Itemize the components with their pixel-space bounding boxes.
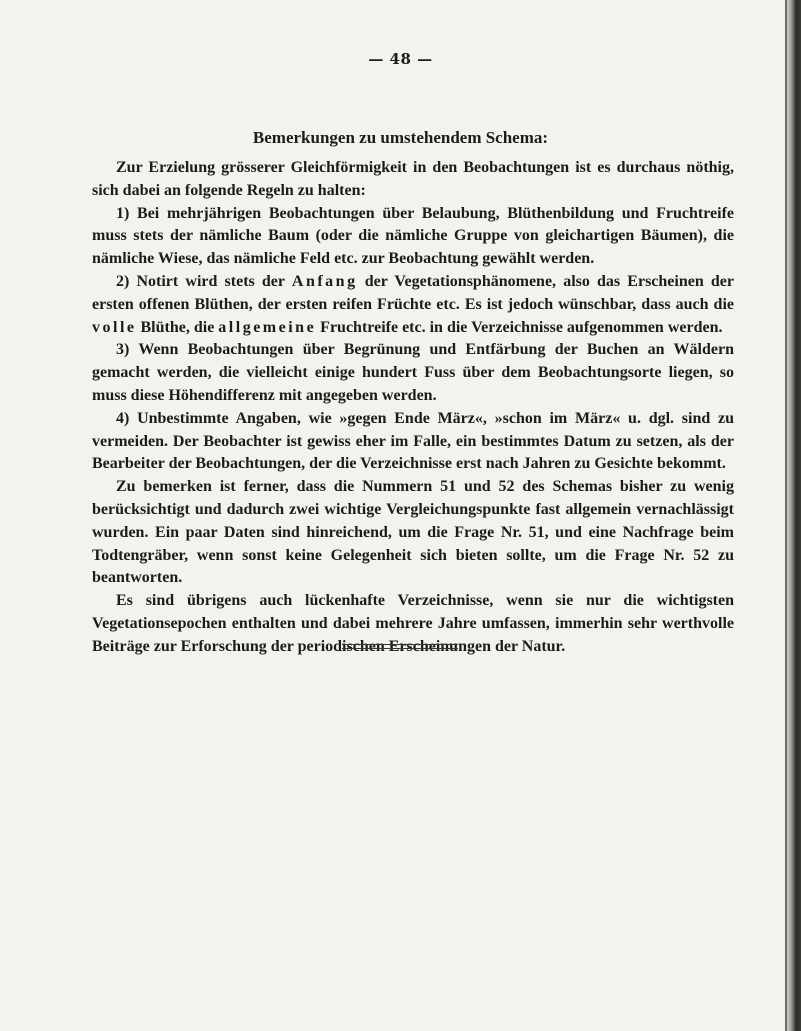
body-text (92, 157, 734, 659)
paragraph-rule-3: 3) Wenn Beobachtungen über Begrünung und Entfärbung der Buchen an Wäldern gemacht werden, die vielleicht einige hundert Fuss über dem Beobachtungsorte liegen, so muss diese Höhendifferenz mit angegeben werden. (92, 341, 734, 404)
emphasis-volle: volle (92, 318, 137, 336)
page-edge-line (785, 0, 787, 1031)
closing-rule-top (342, 644, 458, 645)
section-heading: Bemerkungen zu umstehendem Schema: (252, 128, 549, 147)
paragraph-note-2: Es sind übrigens auch lückenhafte Verzeichnisse, wenn sie nur die wichtigsten Vegetationsepochen enthalten und dabei mehrere Jahre umfassen, immerhin sehr werthvolle Beiträge zur Erforschung der periodischen Erscheinungen der Natur. (92, 592, 734, 655)
rule-2-part-1: 2) Notirt wird stets der (116, 272, 292, 290)
paragraph-intro: Zur Erzielung grösserer Gleichförmigkeit in den Beobachtungen ist es durchaus nöthig, sich dabei an folgende Regeln zu halten: (92, 159, 734, 199)
page-number: — 48 — (368, 50, 433, 68)
rule-2-part-3: Blüthe, die (136, 318, 219, 336)
paragraph-rule-1: 1) Bei mehrjährigen Beobachtungen über Belaubung, Blüthenbildung und Fruchtreife muss stets der nämliche Baum (oder die nämliche Gruppe von gleichartigen Bäumen), die nämliche Wiese, das nämliche Feld etc. zur Beobachtung gewählt werden. (92, 204, 734, 268)
emphasis-allgemeine: allgemeine (218, 318, 317, 336)
emphasis-anfang: Anfang (291, 272, 358, 290)
rule-2-part-2: der Vegetationsphänomene, also das Erscheinen der ersten offenen Blüthen, der ersten reifen Früchte etc. Es ist jedoch wünschbar, dass auch die (92, 272, 735, 313)
page-edge-shadow (785, 0, 801, 1031)
paragraph-rule-4: 4) Unbestimmte Angaben, wie »gegen Ende März«, »schon im März« u. dgl. sind zu vermeiden. Der Beobachter ist gewiss eher im Falle, ein bestimmtes Datum zu setzen, als der Bearbeiter der Beobachtungen, der die Verzeichnisse erst nach Jahren zu Gesichte bekommt. (92, 409, 734, 473)
rule-2-part-4: Fruchtreife etc. in die Verzeichnisse aufgenommen werden. (316, 318, 723, 336)
paragraph-rule-2 (92, 271, 734, 339)
closing-rule-bottom (342, 648, 458, 649)
paragraph-note-1: Zu bemerken ist ferner, dass die Nummern 51 und 52 des Schemas bisher zu wenig berücksichtigt und dadurch zwei wichtige Vergleichungspunkte fast allgemein vernachlässigt wurden. Ein paar Daten sind hinreichend, um die Frage Nr. 51, und eine Nachfrage beim Todtengräber, wenn sonst keine Gelegenheit sich bieten sollte, um die Frage Nr. 52 zu beantworten. (92, 478, 734, 587)
